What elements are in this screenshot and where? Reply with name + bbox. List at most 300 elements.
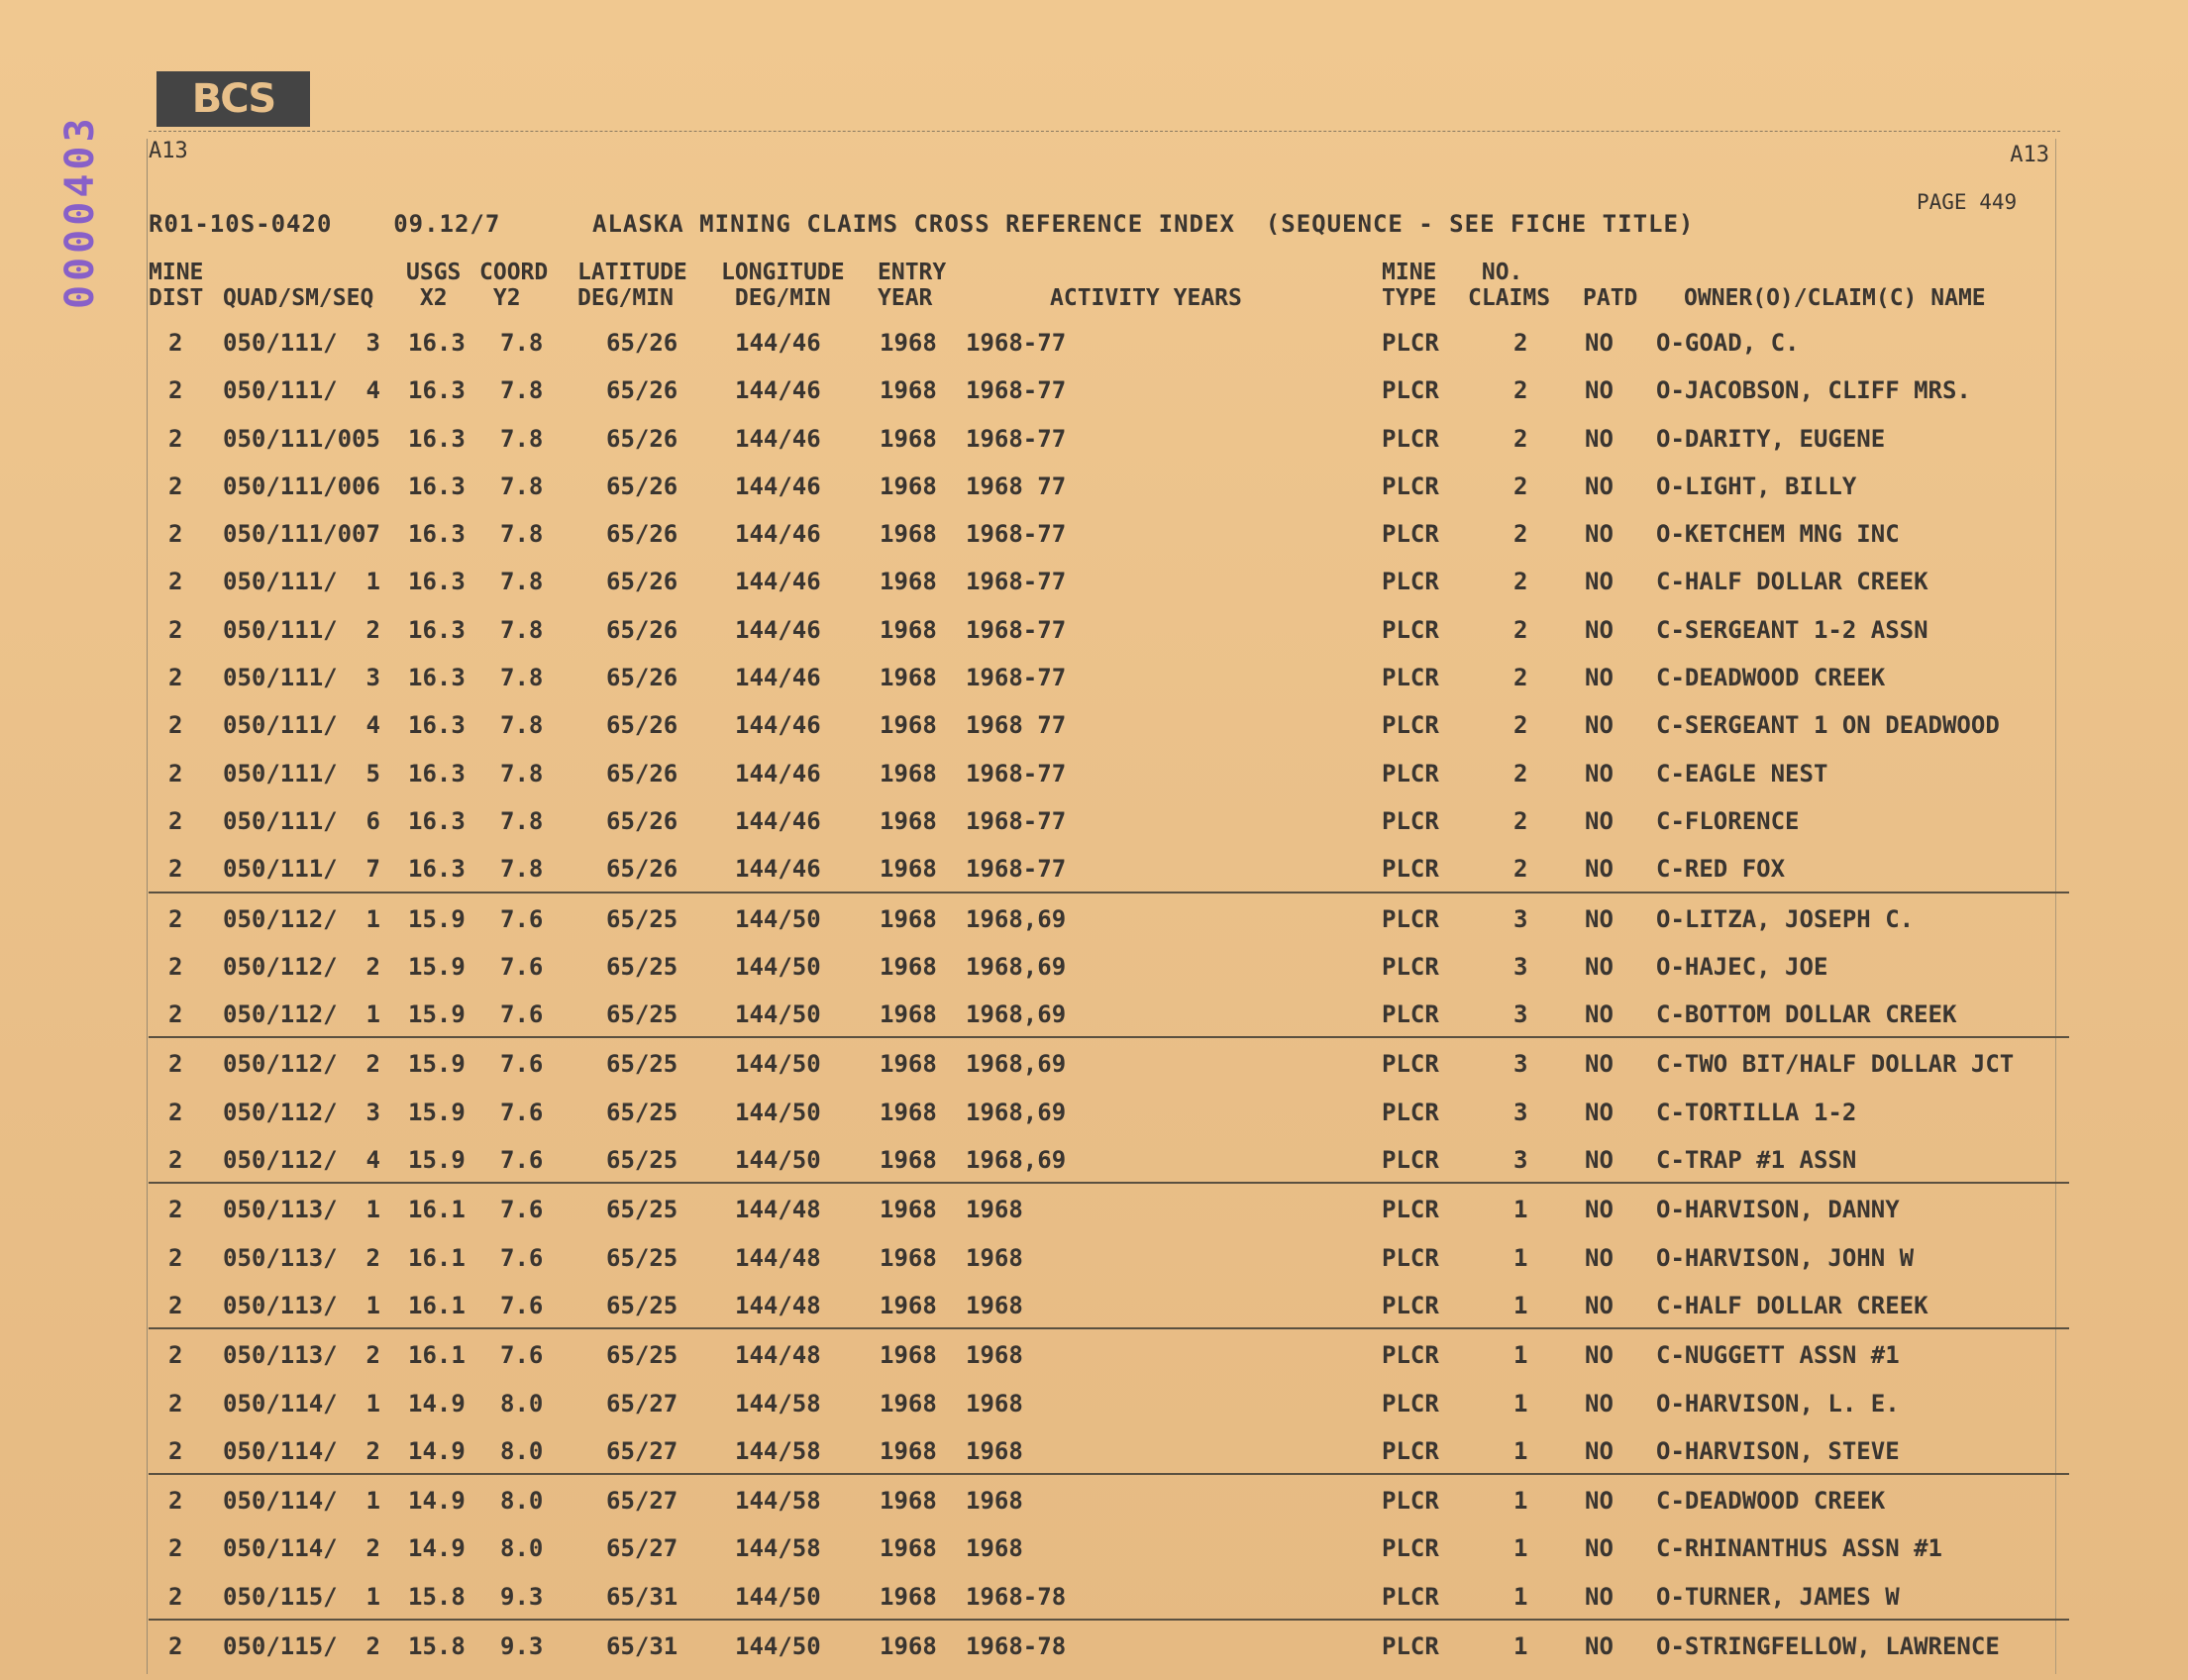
table-row bbox=[0, 317, 2188, 365]
claims-table bbox=[0, 317, 2188, 1668]
cell-coord-y2: 7.8 bbox=[500, 664, 544, 692]
cell-usgs-x2: 16.3 bbox=[408, 711, 466, 740]
cell-activity-years: 1968,69 bbox=[966, 904, 1067, 933]
table-row bbox=[0, 795, 2188, 843]
cell-mine-type: PLCR bbox=[1382, 952, 1439, 981]
cell-mine-dist: 2 bbox=[168, 1341, 183, 1370]
cell-mine-dist: 2 bbox=[168, 1000, 183, 1029]
cell-entry-year: 1968 bbox=[880, 1243, 937, 1272]
cell-entry-year: 1968 bbox=[880, 1582, 937, 1611]
cell-mine-type: PLCR bbox=[1382, 1534, 1439, 1563]
cell-owner-claim-name: O-TURNER, JAMES W bbox=[1656, 1582, 1900, 1611]
cell-coord-y2: 7.8 bbox=[500, 615, 544, 644]
cell-claim-count: 1 bbox=[1513, 1534, 1528, 1563]
cell-owner-claim-name: O-HARVISON, STEVE bbox=[1656, 1436, 1900, 1465]
cell-mine-dist: 2 bbox=[168, 952, 183, 981]
cell-activity-years: 1968,69 bbox=[966, 1000, 1067, 1029]
cell-quad-seq: 050/111/ 4 bbox=[223, 711, 380, 740]
cell-claim-count: 2 bbox=[1513, 424, 1528, 453]
cell-mine-type: PLCR bbox=[1382, 855, 1439, 884]
cell-patented: NO bbox=[1585, 806, 1614, 835]
cell-usgs-x2: 16.3 bbox=[408, 806, 466, 835]
cell-latitude: 65/26 bbox=[606, 329, 678, 357]
cell-latitude: 65/25 bbox=[606, 1243, 678, 1272]
table-row bbox=[0, 1621, 2188, 1668]
cell-latitude: 65/26 bbox=[606, 806, 678, 835]
cell-claim-count: 2 bbox=[1513, 520, 1528, 549]
cell-mine-type: PLCR bbox=[1382, 806, 1439, 835]
cell-quad-seq: 050/115/ 1 bbox=[223, 1582, 380, 1611]
cell-activity-years: 1968-77 bbox=[966, 329, 1067, 357]
cell-activity-years: 1968 bbox=[966, 1196, 1023, 1224]
cell-claim-count: 2 bbox=[1513, 759, 1528, 788]
cell-usgs-x2: 15.9 bbox=[408, 1050, 466, 1079]
cell-coord-y2: 8.0 bbox=[500, 1389, 544, 1418]
cell-usgs-x2: 16.1 bbox=[408, 1243, 466, 1272]
cell-quad-seq: 050/111/ 5 bbox=[223, 759, 380, 788]
cell-patented: NO bbox=[1585, 329, 1614, 357]
cell-mine-type: PLCR bbox=[1382, 472, 1439, 500]
cell-owner-claim-name: O-LIGHT, BILLY bbox=[1656, 472, 1857, 500]
cell-owner-claim-name: O-LITZA, JOSEPH C. bbox=[1656, 904, 1915, 933]
cell-usgs-x2: 16.3 bbox=[408, 759, 466, 788]
cell-quad-seq: 050/114/ 2 bbox=[223, 1436, 380, 1465]
cell-patented: NO bbox=[1585, 1632, 1614, 1661]
cell-quad-seq: 050/111/005 bbox=[223, 424, 380, 453]
cell-activity-years: 1968-77 bbox=[966, 664, 1067, 692]
cell-entry-year: 1968 bbox=[880, 806, 937, 835]
cell-mine-dist: 2 bbox=[168, 520, 183, 549]
cell-patented: NO bbox=[1585, 904, 1614, 933]
report-header: R01-10S-0420 09.12/7 ALASKA MINING CLAIMS CROSS REFERENCE INDEX (SEQUENCE - SEE FICHE TITLE) bbox=[149, 210, 1695, 238]
cell-latitude: 65/26 bbox=[606, 759, 678, 788]
cell-longitude: 144/58 bbox=[735, 1389, 821, 1418]
cell-longitude: 144/50 bbox=[735, 1146, 821, 1175]
cell-usgs-x2: 16.3 bbox=[408, 376, 466, 405]
cell-coord-y2: 7.6 bbox=[500, 1050, 544, 1079]
cell-owner-claim-name: C-RED FOX bbox=[1656, 855, 1786, 884]
cell-activity-years: 1968-77 bbox=[966, 568, 1067, 596]
cell-claim-count: 3 bbox=[1513, 904, 1528, 933]
cell-activity-years: 1968-77 bbox=[966, 759, 1067, 788]
cell-mine-dist: 2 bbox=[168, 1098, 183, 1126]
cell-activity-years: 1968 bbox=[966, 1389, 1023, 1418]
cell-longitude: 144/46 bbox=[735, 855, 821, 884]
cell-entry-year: 1968 bbox=[880, 904, 937, 933]
cell-entry-year: 1968 bbox=[880, 568, 937, 596]
cell-activity-years: 1968 bbox=[966, 1534, 1023, 1563]
cell-entry-year: 1968 bbox=[880, 1341, 937, 1370]
cell-claim-count: 1 bbox=[1513, 1487, 1528, 1516]
table-row bbox=[149, 989, 2069, 1038]
cell-owner-claim-name: O-KETCHEM MNG INC bbox=[1656, 520, 1900, 549]
cell-mine-type: PLCR bbox=[1382, 1341, 1439, 1370]
cell-longitude: 144/48 bbox=[735, 1243, 821, 1272]
col-mine-type: MINE TYPE bbox=[1382, 260, 1437, 311]
page-number: PAGE 449 bbox=[1917, 190, 2018, 214]
cell-owner-claim-name: C-RHINANTHUS ASSN #1 bbox=[1656, 1534, 1942, 1563]
cell-coord-y2: 9.3 bbox=[500, 1632, 544, 1661]
cell-owner-claim-name: O-HARVISON, JOHN W bbox=[1656, 1243, 1915, 1272]
cell-latitude: 65/25 bbox=[606, 1000, 678, 1029]
cell-coord-y2: 7.8 bbox=[500, 568, 544, 596]
cell-patented: NO bbox=[1585, 1389, 1614, 1418]
cell-mine-dist: 2 bbox=[168, 1146, 183, 1175]
cell-mine-type: PLCR bbox=[1382, 1582, 1439, 1611]
cell-mine-type: PLCR bbox=[1382, 1389, 1439, 1418]
cell-quad-seq: 050/113/ 1 bbox=[223, 1196, 380, 1224]
cell-longitude: 144/50 bbox=[735, 952, 821, 981]
cell-usgs-x2: 16.1 bbox=[408, 1291, 466, 1319]
cell-mine-dist: 2 bbox=[168, 1436, 183, 1465]
cell-activity-years: 1968 bbox=[966, 1436, 1023, 1465]
cell-entry-year: 1968 bbox=[880, 1196, 937, 1224]
cell-coord-y2: 8.0 bbox=[500, 1487, 544, 1516]
cell-latitude: 65/31 bbox=[606, 1582, 678, 1611]
cell-longitude: 144/48 bbox=[735, 1196, 821, 1224]
cell-longitude: 144/46 bbox=[735, 520, 821, 549]
table-row bbox=[0, 1522, 2188, 1570]
cell-quad-seq: 050/111/007 bbox=[223, 520, 380, 549]
cell-latitude: 65/27 bbox=[606, 1436, 678, 1465]
cell-longitude: 144/48 bbox=[735, 1291, 821, 1319]
cell-entry-year: 1968 bbox=[880, 711, 937, 740]
cell-patented: NO bbox=[1585, 424, 1614, 453]
cell-mine-dist: 2 bbox=[168, 472, 183, 500]
cell-mine-dist: 2 bbox=[168, 904, 183, 933]
cell-longitude: 144/46 bbox=[735, 568, 821, 596]
cell-mine-dist: 2 bbox=[168, 615, 183, 644]
table-row bbox=[149, 843, 2069, 892]
cell-quad-seq: 050/111/ 3 bbox=[223, 329, 380, 357]
cell-entry-year: 1968 bbox=[880, 615, 937, 644]
cell-quad-seq: 050/111/006 bbox=[223, 472, 380, 500]
table-row bbox=[0, 893, 2188, 941]
cell-mine-dist: 2 bbox=[168, 855, 183, 884]
cell-latitude: 65/27 bbox=[606, 1534, 678, 1563]
cell-mine-dist: 2 bbox=[168, 424, 183, 453]
cell-entry-year: 1968 bbox=[880, 1050, 937, 1079]
cell-claim-count: 3 bbox=[1513, 1050, 1528, 1079]
cell-longitude: 144/46 bbox=[735, 806, 821, 835]
cell-longitude: 144/50 bbox=[735, 1582, 821, 1611]
cell-longitude: 144/50 bbox=[735, 1632, 821, 1661]
cell-claim-count: 3 bbox=[1513, 1146, 1528, 1175]
cell-activity-years: 1968,69 bbox=[966, 1050, 1067, 1079]
cell-owner-claim-name: O-HARVISON, L. E. bbox=[1656, 1389, 1900, 1418]
cell-longitude: 144/50 bbox=[735, 1098, 821, 1126]
cell-coord-y2: 7.8 bbox=[500, 329, 544, 357]
cell-mine-dist: 2 bbox=[168, 568, 183, 596]
cell-entry-year: 1968 bbox=[880, 1098, 937, 1126]
cell-usgs-x2: 16.1 bbox=[408, 1341, 466, 1370]
cell-patented: NO bbox=[1585, 1341, 1614, 1370]
cell-patented: NO bbox=[1585, 1436, 1614, 1465]
cell-owner-claim-name: O-DARITY, EUGENE bbox=[1656, 424, 1886, 453]
cell-patented: NO bbox=[1585, 1098, 1614, 1126]
table-row bbox=[0, 413, 2188, 461]
cell-activity-years: 1968-77 bbox=[966, 806, 1067, 835]
table-row bbox=[0, 604, 2188, 652]
cell-latitude: 65/25 bbox=[606, 1291, 678, 1319]
col-coord-y2: COORD Y2 bbox=[479, 260, 549, 311]
cell-mine-dist: 2 bbox=[168, 806, 183, 835]
cell-mine-type: PLCR bbox=[1382, 1000, 1439, 1029]
cell-quad-seq: 050/114/ 1 bbox=[223, 1487, 380, 1516]
cell-coord-y2: 8.0 bbox=[500, 1534, 544, 1563]
cell-claim-count: 1 bbox=[1513, 1341, 1528, 1370]
cell-usgs-x2: 16.3 bbox=[408, 520, 466, 549]
cell-patented: NO bbox=[1585, 472, 1614, 500]
cell-mine-type: PLCR bbox=[1382, 1050, 1439, 1079]
cell-entry-year: 1968 bbox=[880, 759, 937, 788]
cell-activity-years: 1968-77 bbox=[966, 615, 1067, 644]
cell-activity-years: 1968-77 bbox=[966, 424, 1067, 453]
cell-longitude: 144/58 bbox=[735, 1534, 821, 1563]
cell-quad-seq: 050/111/ 7 bbox=[223, 855, 380, 884]
cell-mine-dist: 2 bbox=[168, 1487, 183, 1516]
cell-claim-count: 1 bbox=[1513, 1632, 1528, 1661]
cell-entry-year: 1968 bbox=[880, 1000, 937, 1029]
cell-quad-seq: 050/112/ 4 bbox=[223, 1146, 380, 1175]
cell-entry-year: 1968 bbox=[880, 1436, 937, 1465]
cell-latitude: 65/26 bbox=[606, 615, 678, 644]
cell-latitude: 65/25 bbox=[606, 1146, 678, 1175]
cell-longitude: 144/58 bbox=[735, 1487, 821, 1516]
cell-usgs-x2: 16.3 bbox=[408, 855, 466, 884]
cell-coord-y2: 7.6 bbox=[500, 1146, 544, 1175]
cell-usgs-x2: 15.8 bbox=[408, 1582, 466, 1611]
cell-longitude: 144/46 bbox=[735, 424, 821, 453]
cell-usgs-x2: 14.9 bbox=[408, 1436, 466, 1465]
cell-quad-seq: 050/114/ 2 bbox=[223, 1534, 380, 1563]
cell-latitude: 65/26 bbox=[606, 424, 678, 453]
cell-usgs-x2: 15.9 bbox=[408, 1146, 466, 1175]
table-row bbox=[0, 556, 2188, 603]
cell-coord-y2: 7.8 bbox=[500, 520, 544, 549]
cell-coord-y2: 7.6 bbox=[500, 1000, 544, 1029]
cell-mine-dist: 2 bbox=[168, 1050, 183, 1079]
col-entry-year: ENTRY YEAR bbox=[878, 260, 947, 311]
cell-mine-type: PLCR bbox=[1382, 1146, 1439, 1175]
cell-owner-claim-name: C-SERGEANT 1 ON DEADWOOD bbox=[1656, 711, 2000, 740]
cell-usgs-x2: 16.3 bbox=[408, 664, 466, 692]
cell-entry-year: 1968 bbox=[880, 329, 937, 357]
cell-mine-dist: 2 bbox=[168, 711, 183, 740]
cell-entry-year: 1968 bbox=[880, 855, 937, 884]
cell-owner-claim-name: C-SERGEANT 1-2 ASSN bbox=[1656, 615, 1928, 644]
cell-mine-dist: 2 bbox=[168, 329, 183, 357]
cell-mine-dist: 2 bbox=[168, 759, 183, 788]
cell-claim-count: 1 bbox=[1513, 1582, 1528, 1611]
cell-coord-y2: 7.8 bbox=[500, 472, 544, 500]
cell-owner-claim-name: O-GOAD, C. bbox=[1656, 329, 1800, 357]
cell-mine-dist: 2 bbox=[168, 1534, 183, 1563]
cell-quad-seq: 050/113/ 2 bbox=[223, 1341, 380, 1370]
cell-longitude: 144/50 bbox=[735, 1050, 821, 1079]
cell-entry-year: 1968 bbox=[880, 376, 937, 405]
cell-mine-type: PLCR bbox=[1382, 1196, 1439, 1224]
cell-entry-year: 1968 bbox=[880, 1534, 937, 1563]
cell-latitude: 65/25 bbox=[606, 1341, 678, 1370]
cell-quad-seq: 050/113/ 1 bbox=[223, 1291, 380, 1319]
cell-owner-claim-name: C-DEADWOOD CREEK bbox=[1656, 1487, 1886, 1516]
cell-mine-type: PLCR bbox=[1382, 376, 1439, 405]
cell-entry-year: 1968 bbox=[880, 1632, 937, 1661]
table-row bbox=[0, 508, 2188, 556]
cell-mine-dist: 2 bbox=[168, 1243, 183, 1272]
cell-claim-count: 2 bbox=[1513, 806, 1528, 835]
cell-mine-type: PLCR bbox=[1382, 1436, 1439, 1465]
cell-usgs-x2: 14.9 bbox=[408, 1389, 466, 1418]
cell-longitude: 144/46 bbox=[735, 711, 821, 740]
cell-usgs-x2: 16.3 bbox=[408, 329, 466, 357]
table-row bbox=[0, 461, 2188, 508]
cell-mine-type: PLCR bbox=[1382, 1098, 1439, 1126]
cell-usgs-x2: 14.9 bbox=[408, 1534, 466, 1563]
cell-latitude: 65/27 bbox=[606, 1389, 678, 1418]
cell-claim-count: 1 bbox=[1513, 1436, 1528, 1465]
cell-mine-dist: 2 bbox=[168, 1196, 183, 1224]
table-row bbox=[0, 1329, 2188, 1377]
cell-owner-claim-name: C-TRAP #1 ASSN bbox=[1656, 1146, 1857, 1175]
cell-quad-seq: 050/112/ 1 bbox=[223, 904, 380, 933]
cell-claim-count: 2 bbox=[1513, 568, 1528, 596]
cell-activity-years: 1968 77 bbox=[966, 472, 1067, 500]
cell-latitude: 65/25 bbox=[606, 904, 678, 933]
table-row bbox=[0, 748, 2188, 795]
table-row bbox=[0, 652, 2188, 699]
cell-claim-count: 2 bbox=[1513, 329, 1528, 357]
cell-mine-type: PLCR bbox=[1382, 711, 1439, 740]
cell-entry-year: 1968 bbox=[880, 424, 937, 453]
cell-mine-dist: 2 bbox=[168, 1389, 183, 1418]
cell-claim-count: 2 bbox=[1513, 615, 1528, 644]
top-rule bbox=[149, 131, 2060, 132]
cell-quad-seq: 050/111/ 3 bbox=[223, 664, 380, 692]
cell-coord-y2: 7.8 bbox=[500, 711, 544, 740]
cell-latitude: 65/26 bbox=[606, 711, 678, 740]
cell-coord-y2: 7.8 bbox=[500, 424, 544, 453]
cell-quad-seq: 050/112/ 2 bbox=[223, 1050, 380, 1079]
cell-owner-claim-name: C-HALF DOLLAR CREEK bbox=[1656, 1291, 1928, 1319]
cell-mine-type: PLCR bbox=[1382, 329, 1439, 357]
cell-coord-y2: 7.6 bbox=[500, 904, 544, 933]
cell-coord-y2: 7.8 bbox=[500, 759, 544, 788]
cell-mine-type: PLCR bbox=[1382, 520, 1439, 549]
cell-coord-y2: 7.6 bbox=[500, 1243, 544, 1272]
cell-activity-years: 1968 bbox=[966, 1291, 1023, 1319]
cell-usgs-x2: 16.3 bbox=[408, 424, 466, 453]
table-row bbox=[149, 1134, 2069, 1184]
bcs-logo: BCS bbox=[156, 71, 310, 127]
cell-quad-seq: 050/113/ 2 bbox=[223, 1243, 380, 1272]
cell-claim-count: 3 bbox=[1513, 1098, 1528, 1126]
col-activity-years: ACTIVITY YEARS bbox=[1050, 285, 1242, 311]
cell-coord-y2: 7.6 bbox=[500, 1291, 544, 1319]
cell-entry-year: 1968 bbox=[880, 952, 937, 981]
cell-mine-type: PLCR bbox=[1382, 1291, 1439, 1319]
cell-mine-dist: 2 bbox=[168, 1291, 183, 1319]
cell-coord-y2: 7.8 bbox=[500, 376, 544, 405]
table-row bbox=[149, 1571, 2069, 1621]
cell-longitude: 144/46 bbox=[735, 615, 821, 644]
cell-coord-y2: 7.8 bbox=[500, 855, 544, 884]
table-row bbox=[0, 699, 2188, 747]
cell-owner-claim-name: C-BOTTOM DOLLAR CREEK bbox=[1656, 1000, 1957, 1029]
frame-label-left: A13 bbox=[149, 139, 188, 163]
cell-coord-y2: 9.3 bbox=[500, 1582, 544, 1611]
cell-coord-y2: 7.6 bbox=[500, 1341, 544, 1370]
cell-owner-claim-name: C-FLORENCE bbox=[1656, 806, 1800, 835]
cell-claim-count: 2 bbox=[1513, 855, 1528, 884]
cell-claim-count: 2 bbox=[1513, 472, 1528, 500]
cell-activity-years: 1968-77 bbox=[966, 855, 1067, 884]
cell-mine-type: PLCR bbox=[1382, 664, 1439, 692]
cell-patented: NO bbox=[1585, 568, 1614, 596]
cell-mine-dist: 2 bbox=[168, 1632, 183, 1661]
cell-quad-seq: 050/111/ 2 bbox=[223, 615, 380, 644]
cell-latitude: 65/26 bbox=[606, 568, 678, 596]
cell-claim-count: 3 bbox=[1513, 952, 1528, 981]
cell-owner-claim-name: C-TORTILLA 1-2 bbox=[1656, 1098, 1857, 1126]
cell-owner-claim-name: C-NUGGETT ASSN #1 bbox=[1656, 1341, 1900, 1370]
cell-coord-y2: 7.6 bbox=[500, 1196, 544, 1224]
cell-coord-y2: 7.6 bbox=[500, 952, 544, 981]
cell-mine-dist: 2 bbox=[168, 664, 183, 692]
cell-patented: NO bbox=[1585, 664, 1614, 692]
cell-owner-claim-name: O-HAJEC, JOE bbox=[1656, 952, 1828, 981]
cell-latitude: 65/27 bbox=[606, 1487, 678, 1516]
cell-usgs-x2: 15.8 bbox=[408, 1632, 466, 1661]
cell-patented: NO bbox=[1585, 855, 1614, 884]
cell-quad-seq: 050/115/ 2 bbox=[223, 1632, 380, 1661]
cell-usgs-x2: 14.9 bbox=[408, 1487, 466, 1516]
cell-activity-years: 1968-77 bbox=[966, 376, 1067, 405]
cell-owner-claim-name: O-JACOBSON, CLIFF MRS. bbox=[1656, 376, 1971, 405]
cell-claim-count: 3 bbox=[1513, 1000, 1528, 1029]
cell-mine-type: PLCR bbox=[1382, 1487, 1439, 1516]
table-row bbox=[149, 1280, 2069, 1329]
cell-claim-count: 2 bbox=[1513, 376, 1528, 405]
cell-patented: NO bbox=[1585, 1291, 1614, 1319]
cell-usgs-x2: 16.3 bbox=[408, 472, 466, 500]
cell-latitude: 65/25 bbox=[606, 952, 678, 981]
frame-label-right: A13 bbox=[2010, 143, 2049, 167]
cell-mine-type: PLCR bbox=[1382, 615, 1439, 644]
cell-activity-years: 1968 bbox=[966, 1341, 1023, 1370]
cell-patented: NO bbox=[1585, 1050, 1614, 1079]
cell-activity-years: 1968,69 bbox=[966, 1098, 1067, 1126]
cell-latitude: 65/31 bbox=[606, 1632, 678, 1661]
table-row bbox=[0, 1378, 2188, 1425]
table-row bbox=[0, 941, 2188, 989]
cell-latitude: 65/26 bbox=[606, 472, 678, 500]
cell-latitude: 65/26 bbox=[606, 520, 678, 549]
table-row bbox=[149, 1425, 2069, 1475]
cell-patented: NO bbox=[1585, 1582, 1614, 1611]
cell-longitude: 144/50 bbox=[735, 904, 821, 933]
cell-patented: NO bbox=[1585, 1146, 1614, 1175]
cell-claim-count: 2 bbox=[1513, 711, 1528, 740]
cell-activity-years: 1968 77 bbox=[966, 711, 1067, 740]
cell-quad-seq: 050/114/ 1 bbox=[223, 1389, 380, 1418]
cell-latitude: 65/25 bbox=[606, 1098, 678, 1126]
cell-owner-claim-name: O-STRINGFELLOW, LAWRENCE bbox=[1656, 1632, 2000, 1661]
col-quad: QUAD/SM/SEQ bbox=[223, 285, 374, 311]
cell-longitude: 144/48 bbox=[735, 1341, 821, 1370]
cell-latitude: 65/25 bbox=[606, 1196, 678, 1224]
